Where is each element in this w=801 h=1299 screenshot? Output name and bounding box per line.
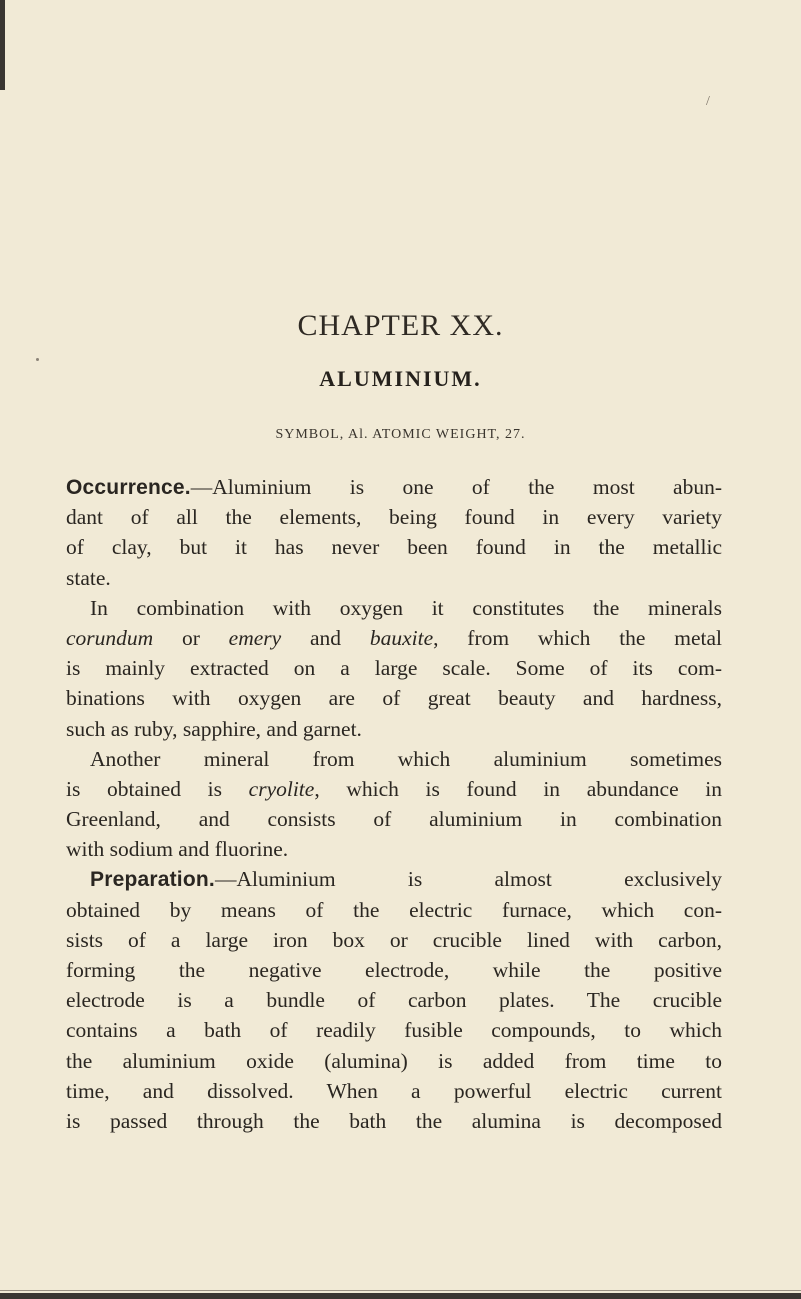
- combination-line-2: [66, 623, 722, 653]
- preparation-heading: Preparation.: [90, 868, 215, 892]
- another-line-3: Greenland, and consists of aluminium in combination: [66, 807, 722, 832]
- subject-title: ALUMINIUM.: [319, 366, 482, 391]
- preparation-line-2: obtained by means of the electric furnace, which con-: [66, 897, 722, 922]
- term-bauxite: bauxite: [369, 625, 434, 650]
- preparation-line-1: [66, 864, 722, 894]
- preparation-line-4: forming the negative electrode, while the positive: [66, 958, 722, 982]
- preparation-line-5: electrode is a bundle of carbon plates. The crucible: [66, 988, 722, 1013]
- occurrence-heading: Occurrence.: [66, 476, 191, 499]
- preparation-text: —Aluminium is almost exclusively: [214, 867, 722, 892]
- term-cryolite: cryolite: [248, 776, 315, 801]
- another-line-2: [66, 774, 722, 804]
- occurrence-text: —Aluminium is one of the most abun-: [190, 475, 722, 499]
- combination-line-2-rest: , from which the metal: [433, 625, 722, 650]
- occurrence-line-1: [66, 472, 722, 502]
- another-line-2-pre: is obtained is: [66, 776, 249, 801]
- word-and: and: [281, 625, 370, 650]
- occurrence-line-3: of clay, but it has never been found in the metallic: [66, 535, 722, 560]
- combination-line-3: is mainly extracted on a large scale. Some of its com-: [66, 656, 722, 681]
- preparation-line-8: time, and dissolved. When a powerful electric current: [66, 1078, 722, 1103]
- term-corundum: corundum: [66, 625, 154, 650]
- another-line-4: with sodium and fluorine.: [66, 837, 289, 862]
- symbol-atomic-weight: SYMBOL, Al. ATOMIC WEIGHT, 27.: [275, 427, 526, 442]
- page-edge-left: [0, 0, 5, 90]
- combination-line-5: such as ruby, sapphire, and garnet.: [66, 716, 362, 741]
- another-line-2-post: , which is found in abundance in: [314, 776, 722, 801]
- combination-line-1: In combination with oxygen it constitutes the minerals: [90, 595, 722, 620]
- preparation-line-3: sists of a large iron box or crucible lined with carbon,: [66, 927, 722, 952]
- preparation-line-7: the aluminium oxide (alumina) is added from time to: [66, 1048, 722, 1073]
- page-edge-bottom: [0, 1293, 801, 1299]
- page-mark: /: [706, 94, 710, 109]
- combination-line-4: binations with oxygen are of great beauty and hardness,: [66, 686, 722, 711]
- another-line-1: Another mineral from which aluminium sometimes: [90, 746, 722, 771]
- page-edge-bottom-line: [0, 1290, 801, 1291]
- term-emery: emery: [228, 625, 282, 650]
- occurrence-line-2: dant of all the elements, being found in every variety: [66, 505, 722, 530]
- occurrence-line-4: state.: [66, 565, 111, 590]
- word-or: or: [153, 625, 229, 650]
- chapter-title: CHAPTER XX.: [297, 309, 504, 342]
- margin-dot: [36, 358, 39, 361]
- preparation-line-6: contains a bath of readily fusible compounds, to which: [66, 1018, 722, 1043]
- preparation-line-9: is passed through the bath the alumina is decomposed: [66, 1108, 722, 1133]
- body-text: [66, 472, 722, 1136]
